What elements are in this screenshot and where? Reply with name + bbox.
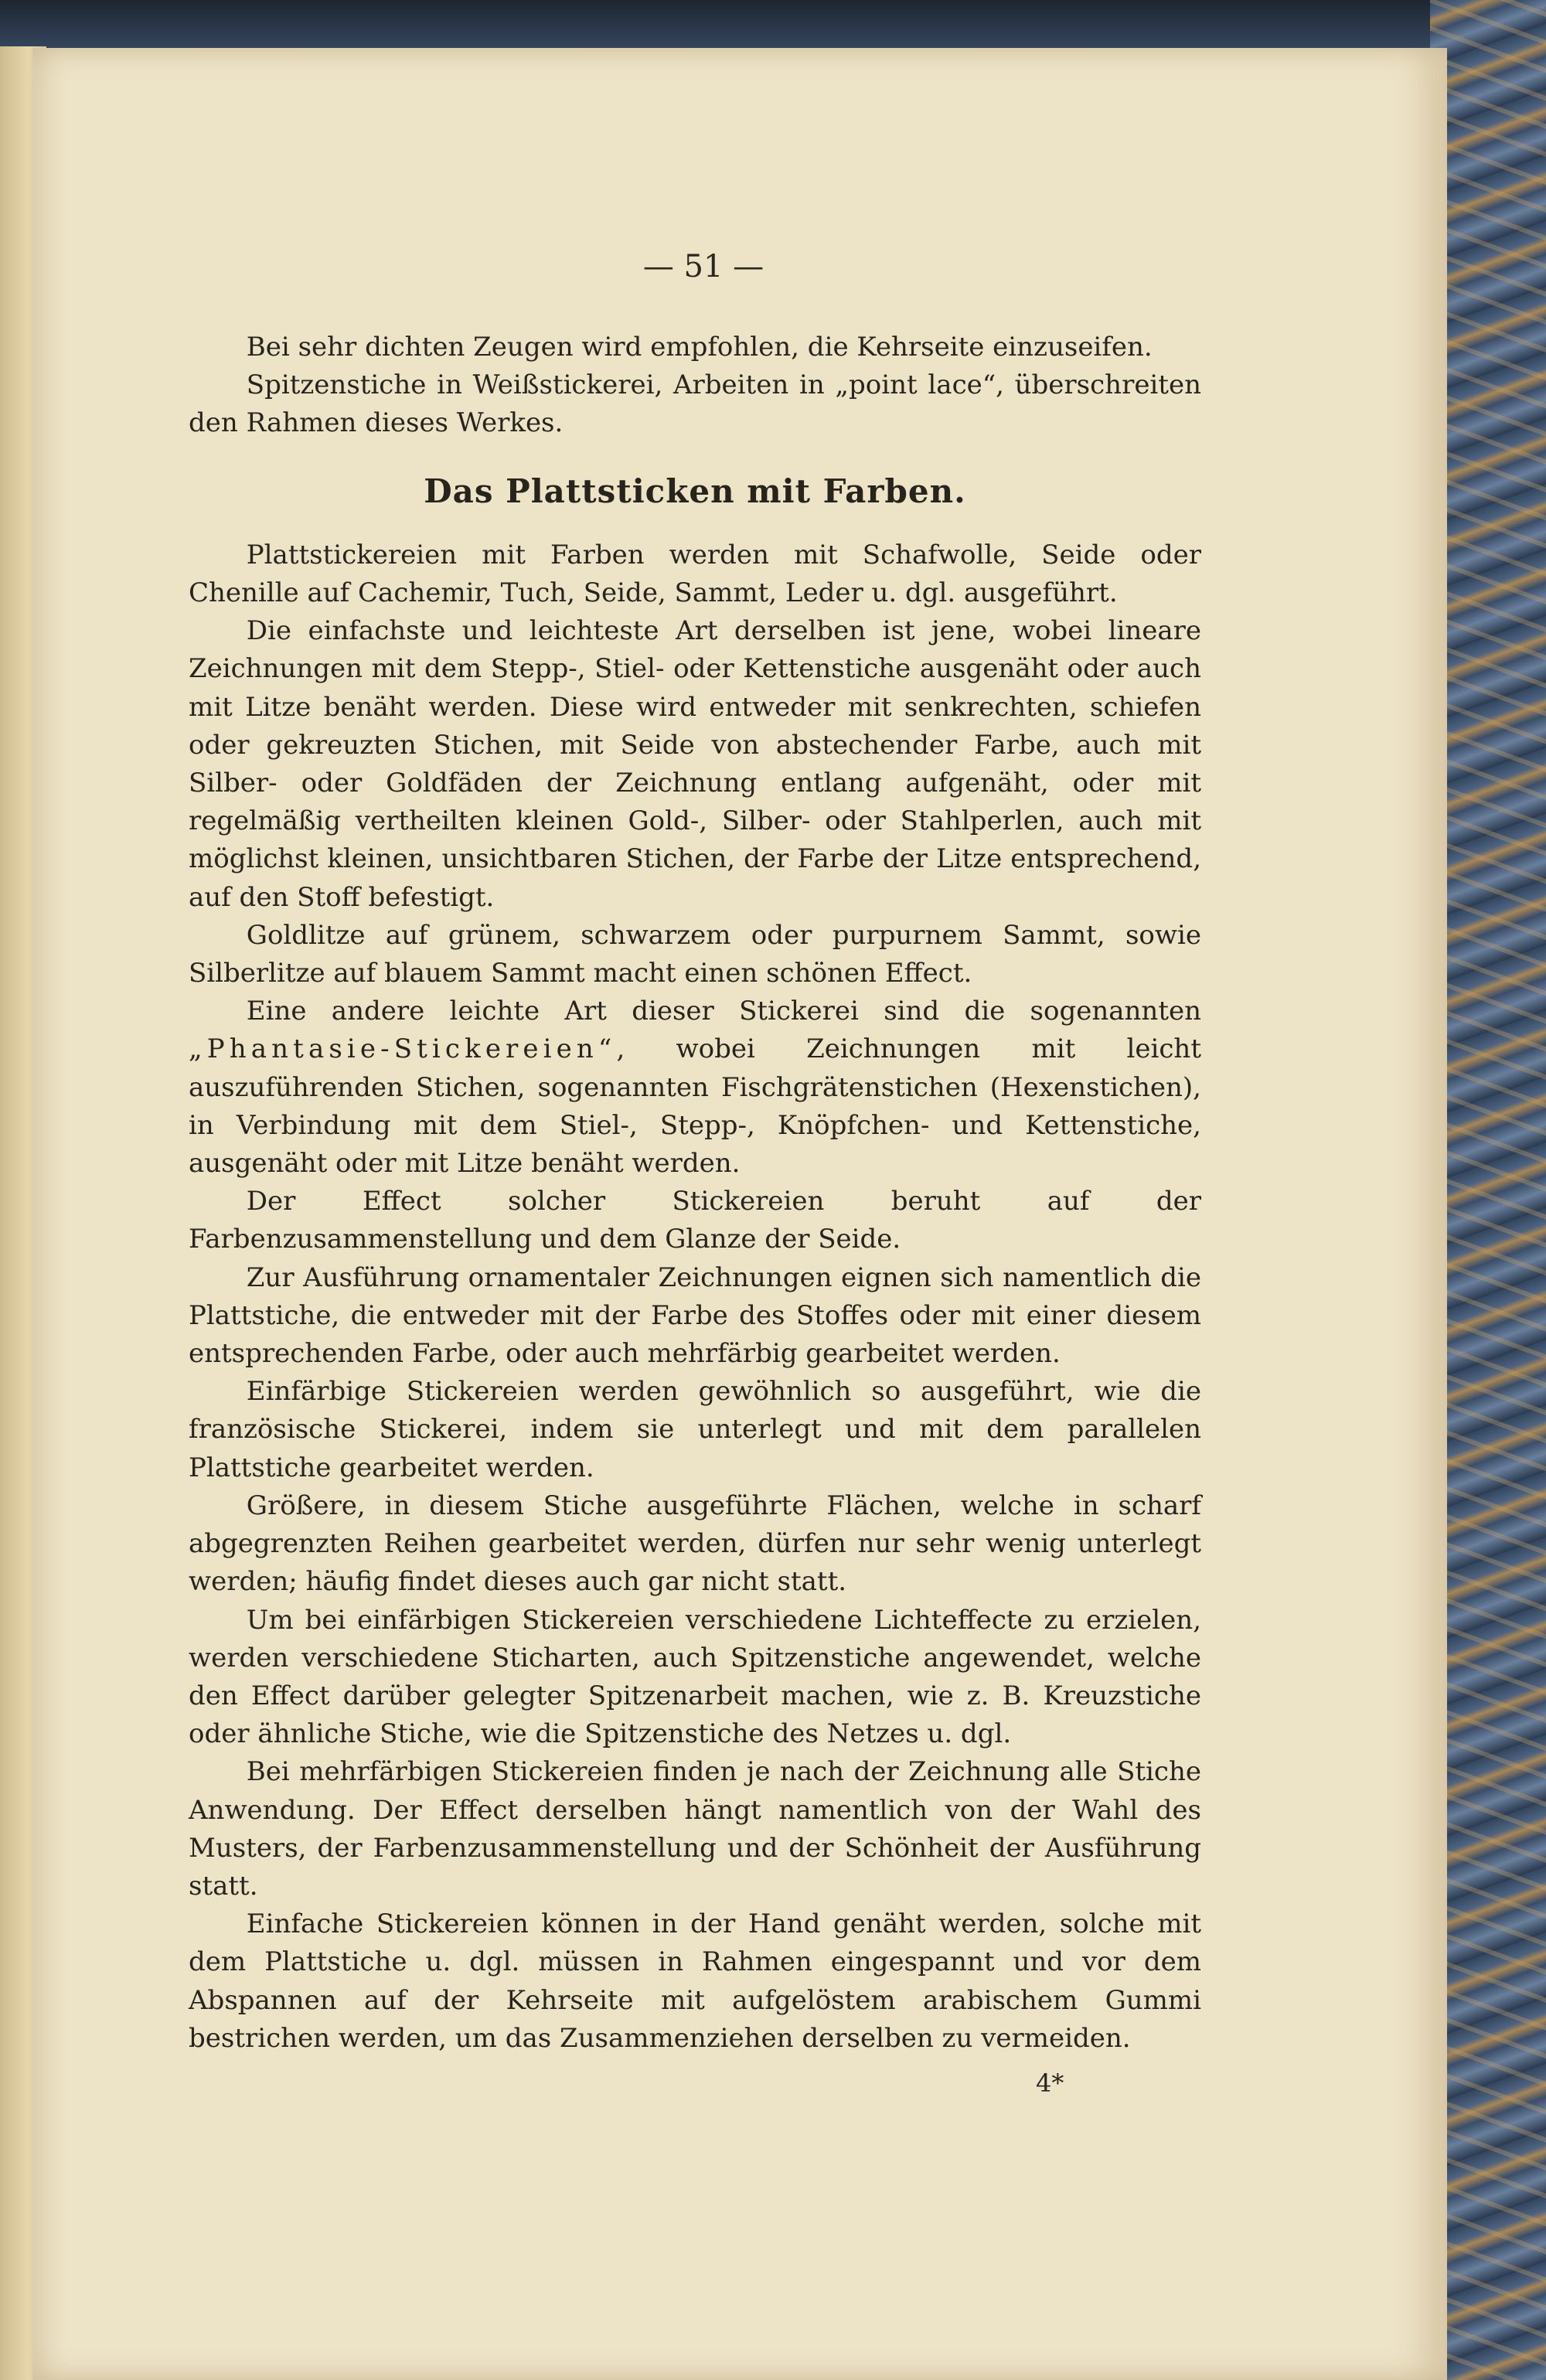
paragraph: Größere, in diesem Stiche ausgeführte Flächen, welche in scharf abgegrenzten Reihen gearbeitet werden, dürfen nur sehr wenig unterlegt werden; häufig findet dieses auch gar nicht statt. — [189, 1490, 1201, 1598]
paragraph-text: , wobei Zeichnungen mit leicht auszuführenden Stichen, sogenannten Fischgrätenstichen (Hexenstichen), in Verbindung mit dem Stiel-, Stepp-, Knöpfchen- und Kettenstiche, ausgenäht oder mit Litze benäht werden. — [189, 1033, 1201, 1180]
paragraph: Einfache Stickereien können in der Hand genäht werden, solche mit dem Plattstiche u. dgl. müssen in Rahmen eingespannt und vor dem Abspannen auf der Kehrseite mit aufgelöstem arabischem Gummi bestrichen werden, um das Zusammenziehen derselben zu vermeiden. — [189, 1908, 1201, 2054]
paragraph: Einfärbige Stickereien werden gewöhnlich so ausgeführt, wie die französische Stickerei, indem sie unterlegt und mit dem parallelen Plattstiche gearbeitet werden. — [189, 1376, 1201, 1483]
paragraph: Bei sehr dichten Zeugen wird empfohlen, die Kehrseite einzuseifen. — [246, 332, 1153, 363]
page-body — [189, 329, 1201, 2058]
page-number: — 51 — — [642, 249, 764, 284]
paragraph: Plattstickereien mit Farben werden mit Schafwolle, Seide oder Chenille auf Cachemir, Tuch, Seide, Sammt, Leder u. dgl. ausgeführt. — [189, 539, 1201, 609]
paragraph: Spitzenstiche in Weißstickerei, Arbeiten in „point lace“, überschreiten den Rahmen dieses Werkes. — [189, 369, 1201, 439]
section-heading: Das Plattsticken mit Farben. — [424, 472, 966, 510]
paragraph: Zur Ausführung ornamentaler Zeichnungen eignen sich namentlich die Plattstiche, die entweder mit der Farbe des Stoffes oder mit einer diesem entsprechenden Farbe, oder auch mehrfärbig gearbeitet werden. — [189, 1262, 1201, 1370]
marbled-cover — [1430, 0, 1546, 2380]
paragraph-text: Eine andere leichte Art dieser Stickerei sind die sogenannten — [246, 996, 1201, 1027]
emphasized-term: „Phantasie-Stickereien“ — [189, 1033, 617, 1065]
paragraph: Goldlitze auf grünem, schwarzem oder purpurnem Sammt, sowie Silberlitze auf blauem Sammt macht einen schönen Effect. — [189, 919, 1201, 989]
signature-mark: 4* — [1036, 2068, 1064, 2098]
paragraph: Der Effect solcher Stickereien beruht auf der Farbenzusammenstellung und dem Glanze der Seide. — [189, 1186, 1201, 1255]
paragraph: Die einfachste und leichteste Art derselben ist jene, wobei lineare Zeichnungen mit dem Stepp-, Stiel- oder Kettenstiche ausgenäht oder auch mit Litze benäht werden. Diese wird entweder mit senkrechten, schiefen oder gekreuzten Stichen, mit Seide von abstechender Farbe, auch mit Silber- oder Goldfäden der Zeichnung entlang aufgenäht, oder mit regelmäßig vertheilten kleinen Gold-, Silber- oder Stahlperlen, auch mit möglichst kleinen, unsichtbaren Stichen, der Farbe der Litze entsprechend, auf den Stoff befestigt. — [189, 615, 1201, 913]
paragraph — [189, 993, 1201, 1183]
paragraph: Um bei einfärbigen Stickereien verschiedene Lichteffecte zu erzielen, werden verschiedene Sticharten, auch Spitzenstiche angewendet, welche den Effect darüber gelegter Spitzenarbeit machen, wie z. B. Kreuzstiche oder ähnliche Stiche, wie die Spitzenstiche des Netzes u. dgl. — [189, 1604, 1201, 1750]
paragraph: Bei mehrfärbigen Stickereien finden je nach der Zeichnung alle Stiche Anwendung. Der Effect derselben hängt namentlich von der Wahl des Musters, der Farbenzusammenstellung und der Schönheit der Ausführung statt. — [189, 1756, 1201, 1902]
